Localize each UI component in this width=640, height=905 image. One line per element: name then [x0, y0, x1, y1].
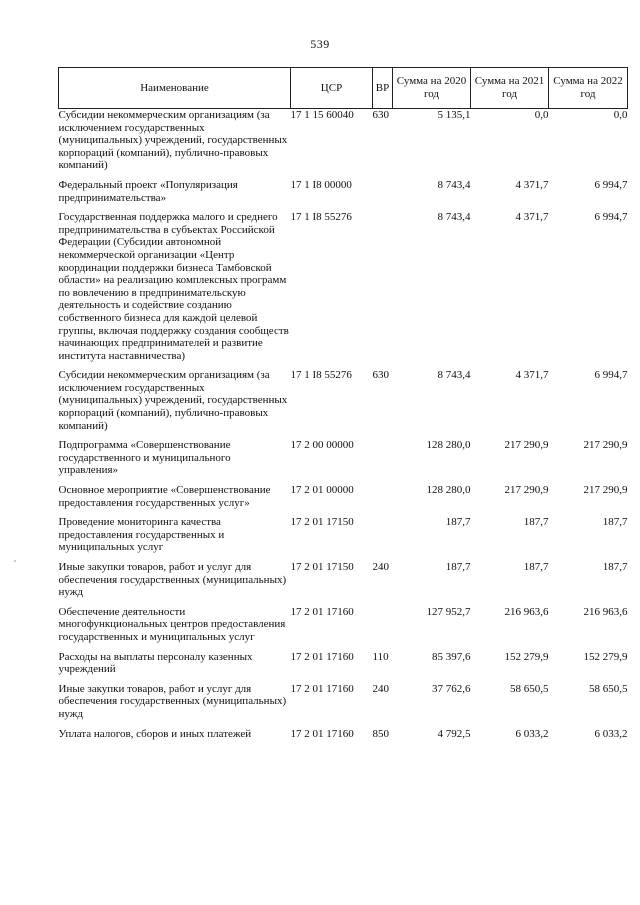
cell-sum-2021: 58 650,5 — [510, 682, 549, 695]
cell-vr: 630 — [372, 369, 389, 382]
cell-vr — [373, 484, 393, 516]
cell-name: Государственная поддержка малого и среднего предпринимательства в субъектах Российской Федерации (Субсидии автономной некоммерческой организации «Центр координации поддержки бизнеса Тамбовской области» на реализацию комплексных программ по вовлечению в предпринимательскую деятельность и содействие созданию собственного бизнеса для каждой целевой группы, включая поддержку создания сообществ начинающих предпринимателей и развитие института наставничества) — [58, 211, 289, 362]
cell-csr: 17 2 01 17160 — [290, 682, 354, 695]
cell-vr — [373, 439, 393, 484]
cell-sum-2021: 152 279,9 — [504, 650, 549, 663]
cell-name: Расходы на выплаты персоналу казенных учреждений — [58, 650, 253, 676]
cell-name: Субсидии некоммерческим организациям (за исключением государственных (муниципальных) учреждений, государственных корпораций (компаний), публично-правовых компаний) — [58, 369, 288, 432]
cell-sum-2022: 152 279,9 — [583, 650, 628, 663]
table-row — [59, 683, 628, 728]
cell-sum-2020: 128 280,0 — [426, 439, 471, 452]
cell-sum-2022: 187,7 — [602, 561, 628, 573]
cell-sum-2021: 187,7 — [523, 516, 549, 529]
cell-sum-2020: 187,7 — [445, 516, 471, 529]
cell-csr: 17 2 01 00000 — [290, 484, 354, 497]
table-row — [59, 728, 628, 748]
cell-sum-2020: 37 762,6 — [432, 682, 471, 695]
cell-sum-2022: 217 290,9 — [583, 439, 628, 452]
cell-sum-2022: 187,7 — [602, 516, 628, 529]
table-row — [59, 606, 628, 651]
cell-sum-2020: 8 743,4 — [437, 178, 471, 191]
cell-name: Проведение мониторинга качества предоставления государственных и муниципальных услуг — [58, 516, 225, 554]
cell-sum-2020: 128 280,0 — [426, 484, 471, 497]
header-sum-2021: Сумма на 2021 год — [471, 68, 549, 109]
header-vr: ВР — [373, 68, 393, 109]
cell-sum-2020: 85 397,6 — [432, 650, 471, 663]
cell-name: Федеральный проект «Популяризация предпринимательства» — [58, 178, 238, 204]
header-sum-2022: Сумма на 2022 год — [549, 68, 628, 109]
page-number: 539 — [310, 37, 330, 51]
table-row — [59, 369, 628, 439]
cell-csr: 17 1 15 60040 — [290, 109, 354, 121]
cell-name: Иные закупки товаров, работ и услуг для обеспечения государственных (муниципальных) нужд — [58, 682, 287, 720]
cell-sum-2022: 217 290,9 — [583, 484, 628, 497]
cell-sum-2021: 4 371,7 — [515, 369, 549, 382]
table-row — [59, 179, 628, 211]
cell-csr: 17 1 I8 55276 — [290, 211, 352, 224]
scan-speck — [14, 560, 16, 562]
header-csr: ЦСР — [291, 68, 373, 109]
table-row — [59, 561, 628, 606]
cell-sum-2022: 6 994,7 — [594, 178, 628, 191]
cell-vr: 240 — [372, 561, 389, 573]
cell-sum-2022: 6 994,7 — [594, 211, 628, 224]
cell-csr: 17 1 I8 55276 — [290, 369, 352, 382]
cell-vr — [373, 211, 393, 369]
cell-vr: 850 — [372, 727, 389, 740]
cell-vr: 110 — [372, 650, 389, 663]
cell-name: Иные закупки товаров, работ и услуг для обеспечения государственных (муниципальных) нужд — [58, 561, 287, 599]
cell-sum-2020: 127 952,7 — [426, 605, 471, 618]
cell-sum-2022: 6 994,7 — [594, 369, 628, 382]
cell-sum-2021: 187,7 — [523, 561, 549, 573]
cell-sum-2021: 4 371,7 — [515, 211, 549, 224]
cell-sum-2022: 6 033,2 — [594, 727, 628, 740]
header-name: Наименование — [59, 68, 291, 109]
cell-csr: 17 2 01 17160 — [290, 605, 354, 618]
cell-sum-2021: 0,0 — [534, 109, 549, 121]
cell-vr — [373, 516, 393, 561]
cell-name: Субсидии некоммерческим организациям (за исключением государственных (муниципальных) учреждений, государственных корпораций (компаний), публично-правовых компаний) — [58, 109, 288, 172]
cell-sum-2022: 58 650,5 — [589, 682, 628, 695]
cell-csr: 17 2 00 00000 — [290, 439, 354, 452]
cell-sum-2020: 4 792,5 — [437, 727, 471, 740]
cell-vr: 630 — [372, 109, 389, 121]
cell-name: Уплата налогов, сборов и иных платежей — [58, 727, 252, 740]
cell-sum-2021: 217 290,9 — [504, 439, 549, 452]
cell-sum-2021: 6 033,2 — [515, 727, 549, 740]
table-row — [59, 439, 628, 484]
cell-sum-2022: 216 963,6 — [583, 605, 628, 618]
table-row — [59, 651, 628, 683]
cell-sum-2020: 8 743,4 — [437, 369, 471, 382]
cell-vr — [373, 606, 393, 651]
cell-sum-2021: 216 963,6 — [504, 605, 549, 618]
table-header — [59, 68, 628, 109]
cell-sum-2020: 5 135,1 — [437, 109, 471, 121]
table-row — [59, 516, 628, 561]
table-row — [59, 109, 628, 179]
cell-csr: 17 2 01 17150 — [290, 561, 354, 573]
cell-sum-2020: 187,7 — [445, 561, 471, 573]
cell-csr: 17 2 01 17160 — [290, 727, 354, 740]
cell-name: Основное мероприятие «Совершенствование предоставления государственных услуг» — [58, 484, 271, 509]
table-body — [59, 109, 628, 748]
cell-sum-2020: 8 743,4 — [437, 211, 471, 224]
cell-sum-2022: 0,0 — [613, 109, 628, 121]
budget-table — [58, 67, 628, 747]
cell-csr: 17 2 01 17160 — [290, 650, 354, 663]
cell-csr: 17 1 I8 00000 — [290, 178, 352, 191]
cell-sum-2021: 217 290,9 — [504, 484, 549, 497]
cell-vr: 240 — [372, 682, 389, 695]
cell-name: Подпрограмма «Совершенствование государственного и муниципального управления» — [58, 439, 231, 477]
table-row — [59, 484, 628, 516]
cell-vr — [373, 179, 393, 211]
cell-csr: 17 2 01 17150 — [290, 516, 354, 529]
cell-sum-2021: 4 371,7 — [515, 178, 549, 191]
table-row — [59, 211, 628, 369]
header-sum-2020: Сумма на 2020 год — [393, 68, 471, 109]
cell-name: Обеспечение деятельности многофункциональных центров предоставления государственных и муниципальных услуг — [58, 605, 286, 643]
